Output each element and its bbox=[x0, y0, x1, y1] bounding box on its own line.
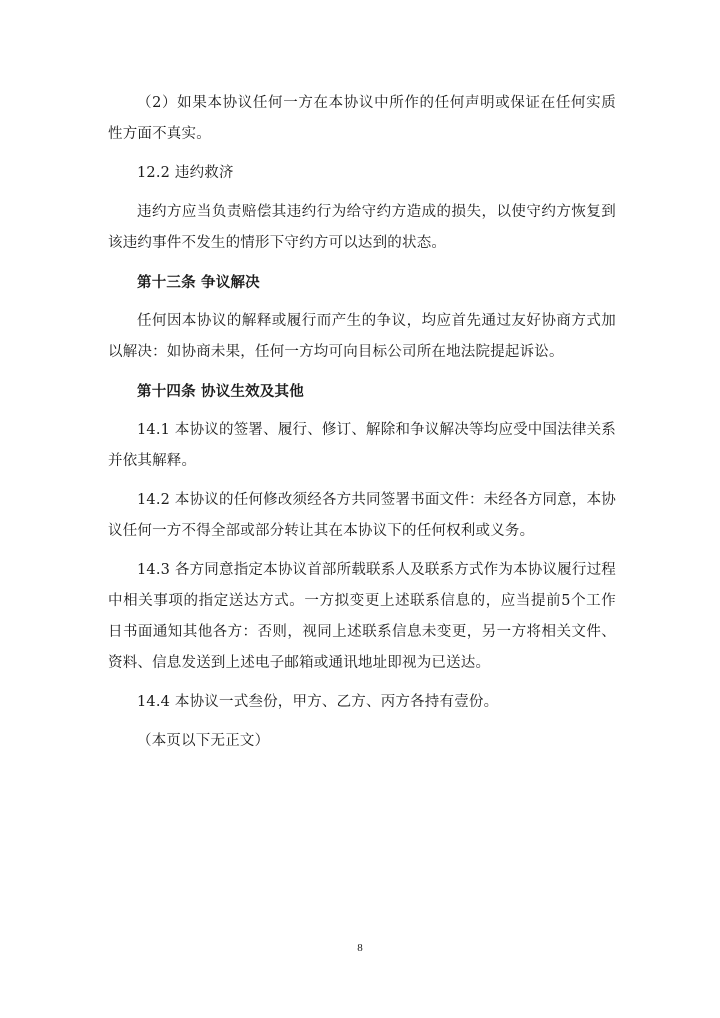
heading-article-14: 第十四条 协议生效及其他 bbox=[137, 383, 304, 400]
clause-14-1: 14.1 本协议的签署、履行、修订、解除和争议解决等均应受中国法律关系并依其解释。 bbox=[108, 422, 616, 469]
clause-14-4: 14.4 本协议一式叁份，甲方、乙方、丙方各持有壹份。 bbox=[137, 694, 499, 710]
clause-12-2-text: 违约方应当负责赔偿其违约行为给守约方造成的损失，以使守约方恢复到该违约事件不发生的情形下守约方可以达到的状态。 bbox=[108, 204, 616, 251]
page-number: 8 bbox=[357, 942, 363, 954]
no-text-below-note: （本页以下无正文） bbox=[137, 733, 270, 749]
clause-12-1-item-2: （2）如果本协议任何一方在本协议中所作的任何声明或保证在任何实质性方面不真实。 bbox=[108, 95, 616, 142]
document-body bbox=[108, 88, 616, 765]
clause-14-2: 14.2 本协议的任何修改须经各方共同签署书面文件：未经各方同意，本协议任何一方不得全部或部分转让其在本协议下的任何权利或义务。 bbox=[108, 492, 616, 539]
heading-article-13: 第十三条 争议解决 bbox=[137, 274, 260, 291]
clause-14-3: 14.3 各方同意指定本协议首部所载联系人及联系方式作为本协议履行过程中相关事项的指定送达方式。一方拟变更上述联系信息的，应当提前5个工作日书面通知其他各方：否则，视同上述联系信息未变更，另一方将相关文件、资料、信息发送到上述电子邮箱或通讯地址即视为已送达。 bbox=[108, 562, 616, 671]
subheading-12-2: 12.2 违约救济 bbox=[137, 165, 234, 181]
clause-13-text: 任何因本协议的解释或履行而产生的争议，均应首先通过友好协商方式加以解决：如协商未果，任何一方均可向目标公司所在地法院提起诉讼。 bbox=[108, 313, 616, 360]
